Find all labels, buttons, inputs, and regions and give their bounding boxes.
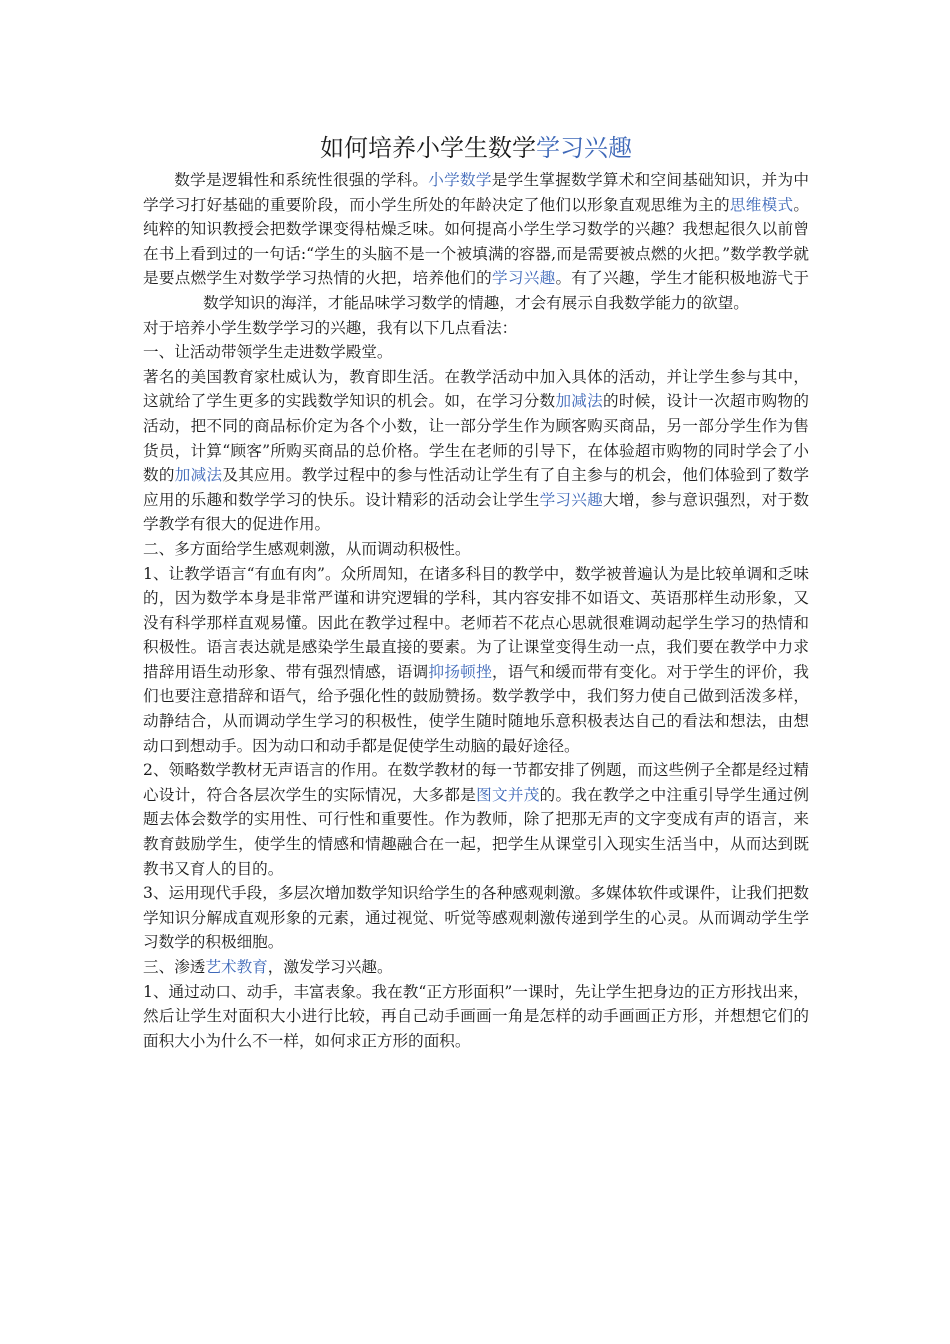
inline-link[interactable]: 小学数学 xyxy=(428,171,492,189)
paragraph-text: 数学是逻辑性和系统性很强的学科。 xyxy=(174,171,429,189)
document-page xyxy=(143,130,809,1053)
paragraph-text: 2、领略数学教材无声语言的作用。在数学教材的每一节都安排了例题，而这些例子全都是经过精心设计，符合各层次学生的实际情况，大多都是 xyxy=(143,761,809,804)
intro-paragraph xyxy=(143,168,809,316)
paragraph-text: 的时候，设计一次超市购物的活动，把不同的商品标价定为各个小数，让一部分学生作为顾客购买商品，另一部分学生作为售货员，计算“顾客”所购买商品的总价格。学生在老师的引导下，在体验超市购物的同时学会了小数的 xyxy=(143,392,809,485)
inline-link[interactable]: 加减法 xyxy=(174,466,223,485)
paragraph xyxy=(143,562,809,759)
inline-link[interactable]: 学习兴趣 xyxy=(491,269,556,288)
paragraph xyxy=(143,316,809,341)
title-link[interactable]: 学习兴趣 xyxy=(536,134,632,162)
paragraph-text: 1、通过动口、动手，丰富表象。我在教“正方形面积”一课时，先让学生把身边的正方形找出来，然后让学生对面积大小进行比较，再自己动手画画一角是怎样的动手画画正方形，并想想它们的面积大小为什么不一样，如何求正方形的面积。 xyxy=(143,982,809,1050)
paragraph-text: 。有了兴趣，学生才能积极地游弋于数学知识的海洋，才能品味学习数学的情趣，才会有展示自我数学能力的欲望。 xyxy=(203,269,809,312)
paragraph xyxy=(143,758,809,881)
document-title xyxy=(143,130,809,166)
paragraph-text: 对于培养小学生数学学习的兴趣，我有以下几点看法： xyxy=(143,318,518,337)
paragraph-text: 。纯粹的知识教授会把数学课变得枯燥乏味。如何提高小学生学习数学的兴趣？我想起很久以前曾在书上看到过的一句话:“学生的头脑不是一个被填满的容器,而是需要被点燃的火把。”数学教学就是要点燃学生对数学学习热情的火把，培养他们的 xyxy=(143,195,809,288)
paragraph-text: 一、让活动带领学生走进数学殿堂。 xyxy=(143,343,393,362)
inline-link[interactable]: 艺术教育 xyxy=(205,958,268,976)
inline-link[interactable]: 加减法 xyxy=(555,392,604,411)
title-text: 如何培养小学生数学 xyxy=(320,134,536,162)
paragraph xyxy=(143,980,809,1054)
inline-link[interactable]: 抑扬顿挫 xyxy=(428,662,492,681)
paragraph-text: 大增，参与意识强烈，对于数学教学有很大的促进作用。 xyxy=(143,490,809,534)
paragraph-text: ，语气和缓而带有变化。对于学生的评价，我们也要注意措辞和语气，给予强化性的鼓励赞扬。数学教学中，我们努力使自己做到活泼多样，动静结合，从而调动学生学习的积极性，使学生随时随地乐意积极表达自己的看法和想法，由想动口到想动手。因为动口和动手都是促使学生动脑的最好途径。 xyxy=(143,662,809,755)
paragraph-text: 二、多方面给学生感观刺激，从而调动积极性。 xyxy=(143,539,471,558)
paragraph xyxy=(143,955,809,980)
paragraph-text: ，激发学习兴趣。 xyxy=(267,958,393,976)
inline-link[interactable]: 学习兴趣 xyxy=(539,490,604,509)
paragraph-text: 及其应用。教学过程中的参与性活动让学生有了自主参与的机会，他们体验到了数学应用的乐趣和数学学习的快乐。设计精彩的活动会让学生 xyxy=(143,466,809,509)
inline-link[interactable]: 思维模式 xyxy=(729,195,794,214)
paragraph-text: 是学生掌握数学算术和空间基础知识，并为中学学习打好基础的重要阶段，而小学生所处的年龄决定了他们以形象直观思维为主的 xyxy=(143,171,809,214)
paragraph xyxy=(143,537,809,562)
paragraph xyxy=(143,365,809,537)
paragraph-text: 著名的美国教育家杜威认为，教育即生活。在教学活动中加入具体的活动，并让学生参与其中，这就给了学生更多的实践数学知识的机会。如，在学习分数 xyxy=(143,367,809,411)
paragraph xyxy=(143,881,809,955)
paragraph-text: 三、渗透 xyxy=(143,958,206,976)
paragraph xyxy=(143,340,809,365)
document-body xyxy=(143,168,809,1053)
paragraph-text: 1、让教学语言“有血有肉”。众所周知，在诸多科目的教学中，数学被普遍认为是比较单调和乏味的，因为数学本身是非常严谨和讲究逻辑的学科，其内容安排不如语文、英语那样生动形象，又没有科学那样直观易懂。因此在教学过程中。老师若不花点心思就很难调动起学生学习的热情和积极性。语言表达就是感染学生最直接的要素。为了让课堂变得生动一点，我们要在教学中力求措辞用语生动形象、带有强烈情感，语调 xyxy=(143,564,809,681)
paragraph-text: 3、运用现代手段，多层次增加数学知识给学生的各种感观刺激。多媒体软件或课件，让我们把数学知识分解成直观形象的元素，通过视觉、听觉等感观刺激传递到学生的心灵。从而调动学生学习数学的积极细胞。 xyxy=(143,884,809,952)
inline-link[interactable]: 图文并茂 xyxy=(476,785,540,804)
paragraph-text: 的。我在教学之中注重引导学生通过例题去体会数学的实用性、可行性和重要性。作为教师，除了把那无声的文字变成有声的语言，来教育鼓励学生，使学生的情感和情趣融合在一起，把学生从课堂引入现实生活当中，从而达到既教书又育人的目的。 xyxy=(143,785,809,878)
